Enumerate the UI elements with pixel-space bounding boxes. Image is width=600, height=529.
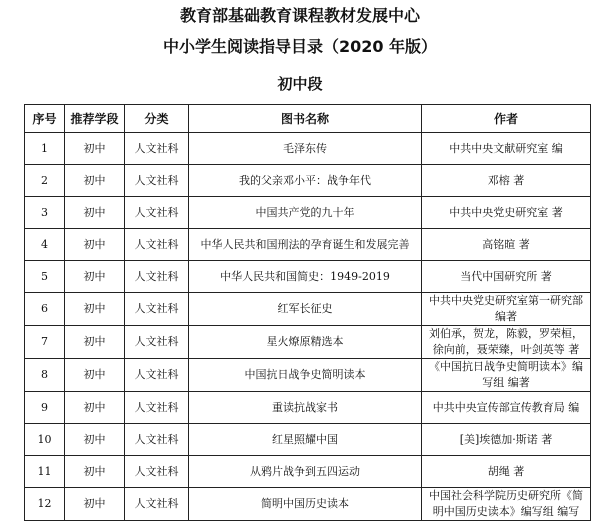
- section-heading: 初中段: [277, 75, 323, 93]
- row-stage: 初中: [65, 261, 125, 293]
- row-title: 星火燎原精选本: [189, 326, 422, 359]
- row-title: 简明中国历史读本: [189, 488, 422, 521]
- row-number: 3: [25, 197, 65, 229]
- row-category: 人文社科: [125, 197, 189, 229]
- row-number: 8: [25, 359, 65, 392]
- column-header-number: 序号: [25, 105, 65, 133]
- row-number: 4: [25, 229, 65, 261]
- table-row: [25, 229, 591, 261]
- row-author: 中共中央文献研究室 编: [422, 133, 591, 165]
- row-stage: 初中: [65, 424, 125, 456]
- row-title: 红军长征史: [189, 293, 422, 326]
- table-row: [25, 456, 591, 488]
- row-number: 6: [25, 293, 65, 326]
- row-category: 人文社科: [125, 326, 189, 359]
- row-title: 我的父亲邓小平：战争年代: [189, 165, 422, 197]
- row-number: 5: [25, 261, 65, 293]
- table-row: [25, 488, 591, 521]
- row-title: 毛泽东传: [189, 133, 422, 165]
- row-stage: 初中: [65, 392, 125, 424]
- row-category: 人文社科: [125, 293, 189, 326]
- row-number: 9: [25, 392, 65, 424]
- row-category: 人文社科: [125, 488, 189, 521]
- row-stage: 初中: [65, 488, 125, 521]
- column-header-category: 分类: [125, 105, 189, 133]
- row-author: 中国社会科学院历史研究所《简明中国历史读本》编写组 编写: [422, 488, 591, 521]
- document-title: 教育部基础教育课程教材发展中心: [179, 6, 420, 25]
- row-title: 重读抗战家书: [189, 392, 422, 424]
- table-row: [25, 326, 591, 359]
- table-row: [25, 261, 591, 293]
- row-number: 12: [25, 488, 65, 521]
- row-stage: 初中: [65, 359, 125, 392]
- column-header-stage: 推荐学段: [65, 105, 125, 133]
- row-stage: 初中: [65, 326, 125, 359]
- column-header-author: 作者: [422, 105, 591, 133]
- table-header-row: [25, 105, 591, 133]
- row-title: 中华人民共和国刑法的孕育诞生和发展完善: [189, 229, 422, 261]
- row-author: 中共中央党史研究室第一研究部 编著: [422, 293, 591, 326]
- row-title: 中国抗日战争史简明读本: [189, 359, 422, 392]
- table-row: [25, 133, 591, 165]
- row-number: 11: [25, 456, 65, 488]
- row-author: 刘伯承，贺龙，陈毅，罗荣桓，徐向前，聂荣臻，叶剑英等 著: [422, 326, 591, 359]
- row-author: 高铭暄 著: [422, 229, 591, 261]
- row-author: 邓榕 著: [422, 165, 591, 197]
- row-stage: 初中: [65, 229, 125, 261]
- row-number: 7: [25, 326, 65, 359]
- row-title: 红星照耀中国: [189, 424, 422, 456]
- row-category: 人文社科: [125, 261, 189, 293]
- row-stage: 初中: [65, 165, 125, 197]
- row-category: 人文社科: [125, 392, 189, 424]
- table-row: [25, 197, 591, 229]
- row-author: 中共中央党史研究室 著: [422, 197, 591, 229]
- table-row: [25, 293, 591, 326]
- document-subtitle: 中小学生阅读指导目录（2020 年版）: [162, 37, 438, 56]
- row-title: 从鸦片战争到五四运动: [189, 456, 422, 488]
- table-row: [25, 392, 591, 424]
- row-stage: 初中: [65, 293, 125, 326]
- table-row: [25, 424, 591, 456]
- row-author: 《中国抗日战争史简明读本》编写组 编著: [422, 359, 591, 392]
- row-stage: 初中: [65, 133, 125, 165]
- table-row: [25, 165, 591, 197]
- row-author: [美]埃德加·斯诺 著: [422, 424, 591, 456]
- row-category: 人文社科: [125, 165, 189, 197]
- row-number: 10: [25, 424, 65, 456]
- row-title: 中华人民共和国简史：1949-2019: [189, 261, 422, 293]
- row-category: 人文社科: [125, 424, 189, 456]
- column-header-title: 图书名称: [189, 105, 422, 133]
- row-category: 人文社科: [125, 229, 189, 261]
- row-category: 人文社科: [125, 359, 189, 392]
- row-author: 中共中央宣传部宣传教育局 编: [422, 392, 591, 424]
- row-stage: 初中: [65, 197, 125, 229]
- reading-catalog-table: [24, 104, 591, 521]
- row-number: 1: [25, 133, 65, 165]
- row-author: 胡绳 著: [422, 456, 591, 488]
- row-category: 人文社科: [125, 133, 189, 165]
- row-number: 2: [25, 165, 65, 197]
- row-author: 当代中国研究所 著: [422, 261, 591, 293]
- row-title: 中国共产党的九十年: [189, 197, 422, 229]
- table-row: [25, 359, 591, 392]
- row-stage: 初中: [65, 456, 125, 488]
- row-category: 人文社科: [125, 456, 189, 488]
